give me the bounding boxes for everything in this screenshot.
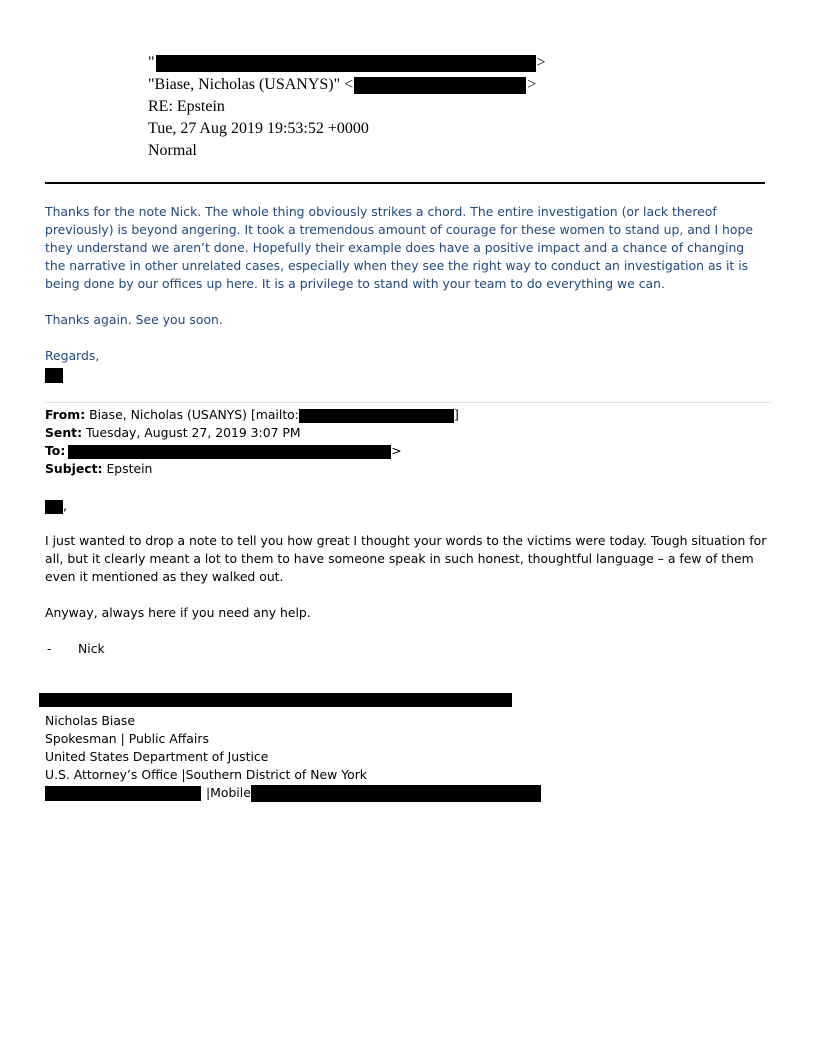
original-header — [45, 406, 767, 478]
header-date-value: Tue, 27 Aug 2019 19:53:52 +0000 — [148, 120, 369, 137]
signature-office: U.S. Attorney’s Office |Southern District of New York — [45, 767, 367, 782]
signoff-dash: - — [47, 641, 52, 656]
signature-block — [45, 712, 767, 802]
original-subject-value: Epstein — [102, 461, 153, 476]
header-from-quote: " — [148, 54, 155, 71]
header-divider — [45, 182, 765, 184]
original-to-label: To: — [45, 443, 66, 458]
redaction-block — [251, 785, 541, 802]
signature-contact-row — [45, 784, 767, 802]
header-from-close: > — [536, 54, 546, 71]
original-subject-label: Subject: — [45, 461, 103, 476]
signature-title: Spokesman | Public Affairs — [45, 731, 209, 746]
original-from-value: Biase, Nicholas (USANYS) [mailto: — [85, 407, 299, 422]
header-to-close: > — [527, 76, 537, 93]
signature-mobile-label: |Mobile — [206, 785, 251, 800]
header-subject-value: RE: Epstein — [148, 98, 225, 115]
reply-regards-block — [45, 347, 767, 365]
header-importance-value: Normal — [148, 142, 197, 159]
redaction-block — [354, 77, 526, 94]
original-paragraph-2: Anyway, always here if you need any help. — [45, 605, 311, 620]
original-body — [45, 532, 767, 586]
original-paragraph-1: I just wanted to drop a note to tell you how great I thought your words to the victims were today. Tough situation for all, but it clearly meant a lot to them to have someone speak in such honest, thoughtful language – a few of them even it mentioned as they walked out. — [45, 533, 767, 584]
redaction-block — [299, 409, 454, 423]
original-subject-row — [45, 460, 767, 478]
header-from-value — [148, 52, 546, 74]
original-from-row — [45, 406, 767, 424]
original-signoff — [45, 640, 767, 658]
reply-paragraph-2: Thanks again. See you soon. — [45, 312, 223, 327]
signature-name: Nicholas Biase — [45, 713, 136, 728]
header-to-value — [148, 74, 536, 96]
reply-closing — [45, 311, 767, 329]
redaction-block — [68, 445, 391, 459]
redaction-block — [45, 500, 63, 514]
reply-regards: Regards, — [45, 348, 100, 363]
original-sent-label: Sent: — [45, 425, 83, 440]
original-from-label: From: — [45, 407, 86, 422]
redaction-block — [45, 786, 201, 801]
redaction-block — [45, 368, 63, 383]
original-salutation-comma: , — [63, 498, 67, 513]
signature-department: United States Department of Justice — [45, 749, 269, 764]
original-salutation — [45, 497, 767, 515]
original-to-row — [45, 442, 767, 460]
original-to-close: > — [391, 443, 402, 458]
reply-paragraph-1: Thanks for the note Nick. The whole thing obviously strikes a chord. The entire investigation (or lack thereof previously) is beyond angering. It took a tremendous amount of courage for these women to stand up, and I hope they understand we aren’t done. Hopefully their example does have a positive impact and a chance of changing the narrative in other unrelated cases, especially when they see the right way to conduct an investigation as it is being done by our offices up here. It is a privilege to stand with your team to do everything we can. — [45, 204, 753, 291]
header-to-text: "Biase, Nicholas (USANYS)" < — [148, 76, 354, 93]
reply-body — [45, 203, 767, 293]
original-from-close: ] — [453, 407, 459, 422]
original-body-2 — [45, 604, 767, 622]
redaction-block — [156, 55, 536, 72]
signoff-name: Nick — [78, 641, 105, 656]
original-sent-row — [45, 424, 767, 442]
original-sent-value: Tuesday, August 27, 2019 3:07 PM — [82, 425, 301, 440]
quoted-divider — [45, 402, 771, 403]
redaction-block — [39, 693, 512, 707]
